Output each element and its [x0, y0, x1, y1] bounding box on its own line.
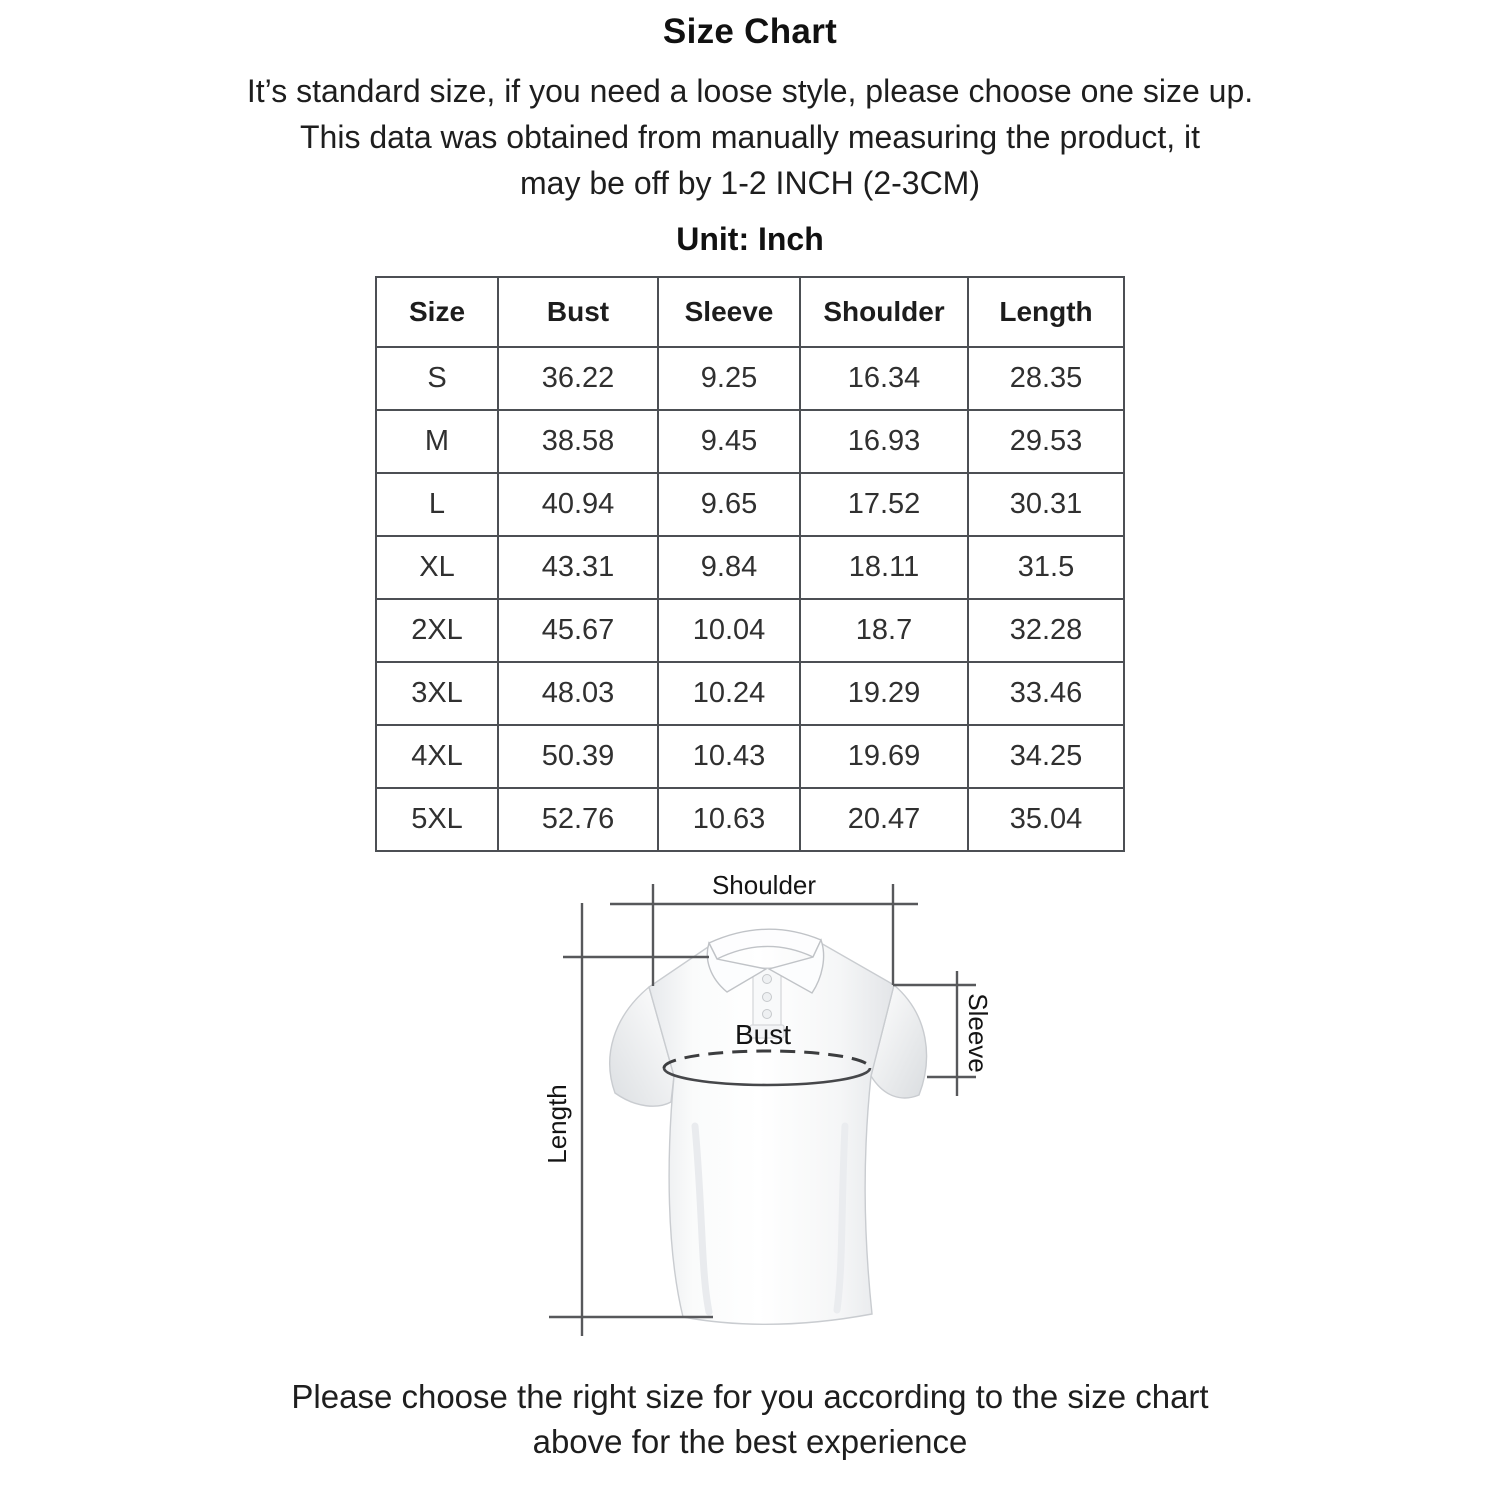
shoulder-cell: 18.7: [800, 599, 968, 662]
table-row-s: [376, 347, 1124, 410]
table-row-4xl: [376, 725, 1124, 788]
bust-cell: 38.58: [498, 410, 658, 473]
column-header-length: Length: [968, 277, 1124, 347]
bust-label: Bust: [734, 1019, 792, 1050]
intro-line-1: It’s standard size, if you need a loose style, please choose one size up.: [246, 73, 1254, 109]
length-cell: 29.53: [968, 410, 1124, 473]
bust-cell: 52.76: [498, 788, 658, 851]
table-row-5xl: [376, 788, 1124, 851]
length-cell: 35.04: [968, 788, 1124, 851]
sleeve-cell: 10.04: [658, 599, 800, 662]
sleeve-cell: 9.25: [658, 347, 800, 410]
size-cell: S: [376, 347, 498, 410]
bust-cell: 43.31: [498, 536, 658, 599]
length-cell: 33.46: [968, 662, 1124, 725]
size-cell: 2XL: [376, 599, 498, 662]
table-row-xl: [376, 536, 1124, 599]
footer-line-2: above for the best experience: [532, 1423, 968, 1460]
shoulder-label: Shoulder: [711, 870, 817, 900]
intro-text: [0, 68, 1500, 206]
column-header-sleeve: Sleeve: [658, 277, 800, 347]
size-cell: L: [376, 473, 498, 536]
polo-shirt-illustration: [610, 929, 927, 1324]
bust-cell: 36.22: [498, 347, 658, 410]
shoulder-cell: 16.34: [800, 347, 968, 410]
size-cell: 4XL: [376, 725, 498, 788]
shoulder-cell: 19.29: [800, 662, 968, 725]
footer-line-1: Please choose the right size for you according to the size chart: [291, 1378, 1209, 1415]
bust-cell: 45.67: [498, 599, 658, 662]
length-cell: 31.5: [968, 536, 1124, 599]
shoulder-cell: 19.69: [800, 725, 968, 788]
shoulder-cell: 20.47: [800, 788, 968, 851]
sleeve-cell: 9.84: [658, 536, 800, 599]
shoulder-cell: 18.11: [800, 536, 968, 599]
unit-label: Unit: Inch: [676, 221, 824, 257]
page-title: Size Chart: [662, 12, 838, 51]
table-row-m: [376, 410, 1124, 473]
button-1: [763, 975, 772, 984]
size-table: [375, 276, 1125, 852]
bust-cell: 50.39: [498, 725, 658, 788]
button-2: [763, 993, 772, 1002]
sleeve-cell: 10.43: [658, 725, 800, 788]
bust-cell: 40.94: [498, 473, 658, 536]
table-row-3xl: [376, 662, 1124, 725]
button-3: [763, 1010, 772, 1019]
length-cell: 30.31: [968, 473, 1124, 536]
sleeve-label: Sleeve: [963, 993, 993, 1073]
column-header-size: Size: [376, 277, 498, 347]
bust-cell: 48.03: [498, 662, 658, 725]
length-label: Length: [542, 1084, 572, 1164]
sleeve-cell: 10.24: [658, 662, 800, 725]
table-row-l: [376, 473, 1124, 536]
sleeve-cell: 9.45: [658, 410, 800, 473]
length-cell: 28.35: [968, 347, 1124, 410]
sleeve-cell: 9.65: [658, 473, 800, 536]
footer-text: [0, 1374, 1500, 1464]
size-cell: M: [376, 410, 498, 473]
length-cell: 34.25: [968, 725, 1124, 788]
sleeve-cell: 10.63: [658, 788, 800, 851]
size-cell: 3XL: [376, 662, 498, 725]
shoulder-cell: 16.93: [800, 410, 968, 473]
column-header-shoulder: Shoulder: [800, 277, 968, 347]
column-header-bust: Bust: [498, 277, 658, 347]
table-row-2xl: [376, 599, 1124, 662]
length-cell: 32.28: [968, 599, 1124, 662]
intro-line-3: may be off by 1-2 INCH (2-3CM): [520, 165, 980, 201]
size-cell: 5XL: [376, 788, 498, 851]
table-header-row: [376, 277, 1124, 347]
measurement-diagram: [520, 856, 1010, 1366]
intro-line-2: This data was obtained from manually measuring the product, it: [299, 119, 1200, 155]
shoulder-cell: 17.52: [800, 473, 968, 536]
size-cell: XL: [376, 536, 498, 599]
